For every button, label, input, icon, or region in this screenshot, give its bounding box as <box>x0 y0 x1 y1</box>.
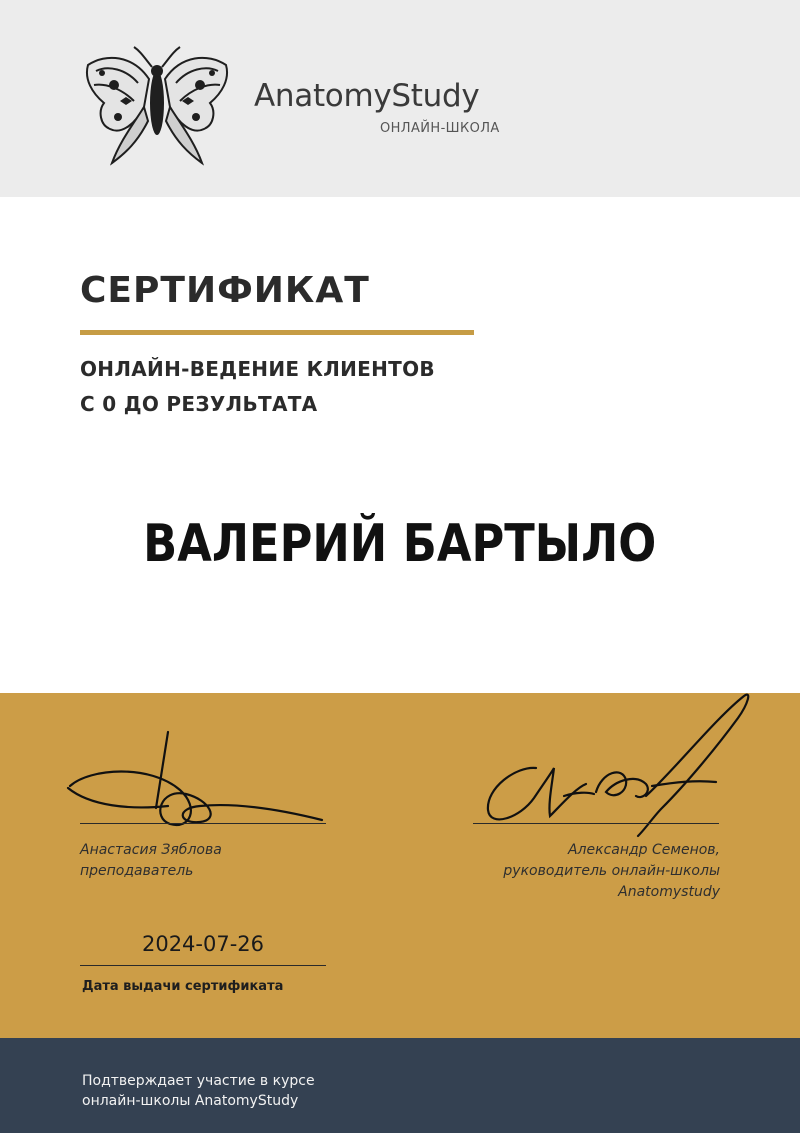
teacher-role: преподаватель <box>80 863 194 879</box>
brand-subtitle: ОНЛАЙН-ШКОЛА <box>380 121 500 136</box>
director-signature-line <box>473 823 719 824</box>
course-title-line-2: С 0 ДО РЕЗУЛЬТАТА <box>80 392 318 416</box>
title-divider <box>80 330 474 335</box>
director-signature <box>476 688 766 838</box>
course-title <box>80 352 435 422</box>
footer-text <box>82 1071 315 1111</box>
brand-name: AnatomyStudy <box>254 78 480 114</box>
issue-date-line <box>80 965 326 966</box>
issue-date: 2024-07-26 <box>141 932 265 956</box>
director-school: Anatomystudy <box>618 884 720 900</box>
course-title-line-1: ОНЛАЙН-ВЕДЕНИЕ КЛИЕНТОВ <box>80 357 435 381</box>
teacher-name: Анастасия Зяблова <box>80 842 222 858</box>
teacher-signature-line <box>80 823 326 824</box>
recipient-name: ВАЛЕРИЙ БАРТЫЛО <box>143 514 657 574</box>
certificate-title: СЕРТИФИКАТ <box>80 270 370 311</box>
issue-date-label: Дата выдачи сертификата <box>82 979 284 994</box>
footer-line-2: онлайн-школы AnatomyStudy <box>82 1093 299 1109</box>
butterfly-icon <box>78 45 236 167</box>
director-role: руководитель онлайн-школы <box>503 863 720 879</box>
teacher-signature <box>60 728 330 838</box>
footer-line-1: Подтверждает участие в курсе <box>82 1073 315 1089</box>
director-name: Александр Семенов, <box>567 842 720 858</box>
